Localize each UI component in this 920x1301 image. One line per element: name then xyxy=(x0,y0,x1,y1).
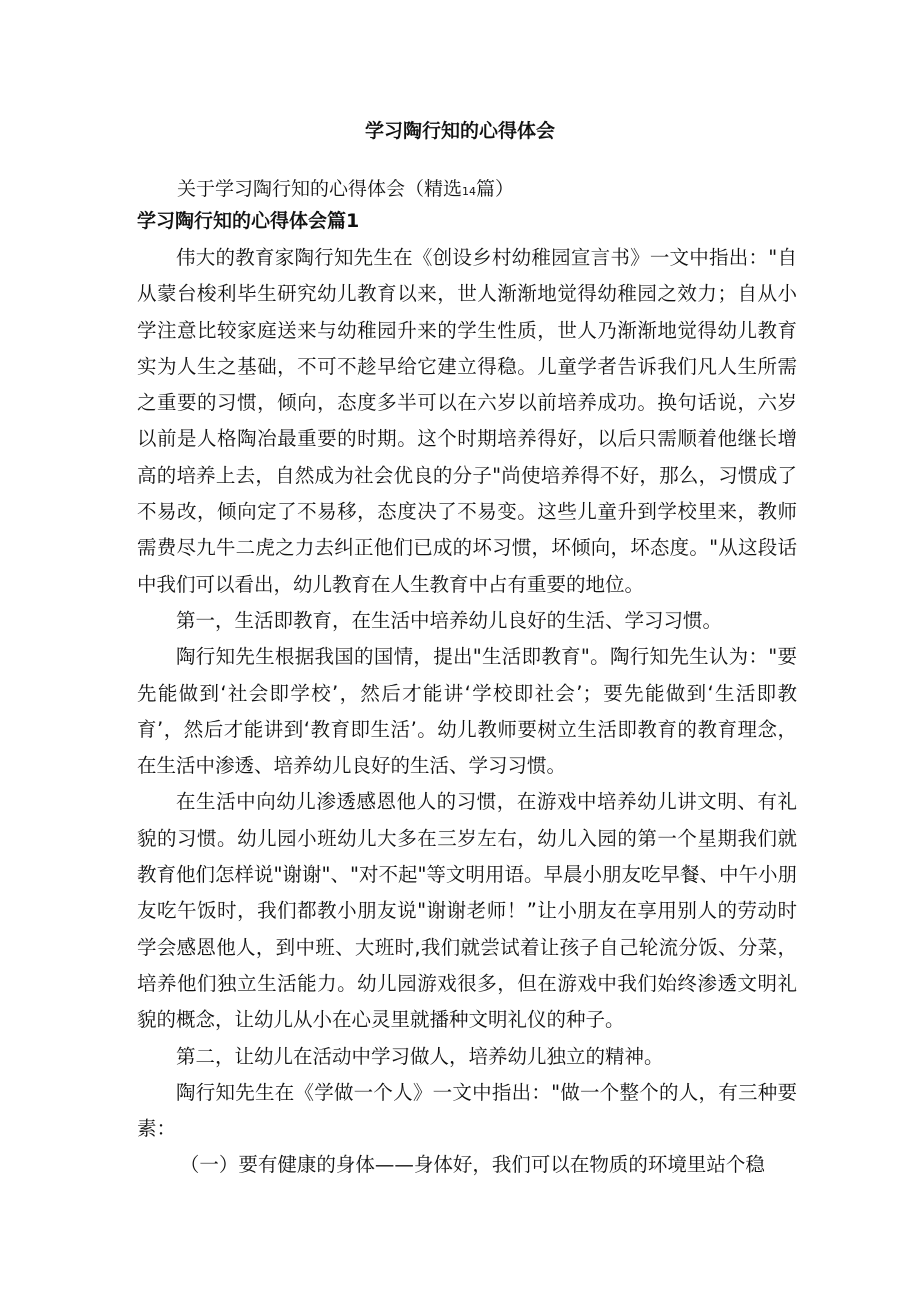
subtitle-suffix: 篇） xyxy=(476,178,515,200)
paragraph-life-education: 陶行知先生根据我国的国情，提出"生活即教育"。陶行知先生认为："要先能做到‘社会即学校’，然后才能讲‘学校即社会’；要先能做到‘生活即教育’，然后才能讲到‘教育即生活’。幼儿教师要树立生活即教育的教育理念，在生活中渗透、培养幼儿良好的生活、学习习惯。 xyxy=(137,645,797,778)
paragraph-gratitude-habits: 在生活中向幼儿渗透感恩他人的习惯，在游戏中培养幼儿讲文明、有礼貌的习惯。幼儿园小班幼儿大多在三岁左右，幼儿入园的第一个星期我们就教育他们怎样说"谢谢"、"对不起"等文明用语。早晨小朋友吃早餐、中午小朋友吃午饭时，我们都教小朋友说"谢谢老师！”让小朋友在享用别人的劳动时学会感恩他人，到中班、大班时,我们就尝试着让孩子自己轮流分饭、分菜，培养他们独立生活能力。幼儿园游戏很多，但在游戏中我们始终渗透文明礼貌的概念，让幼儿从小在心灵里就播种文明礼仪的种子。 xyxy=(137,790,797,1032)
document-subtitle xyxy=(177,175,514,206)
subtitle-count: 14 xyxy=(462,185,477,198)
document-body xyxy=(137,240,797,1184)
paragraph-point-two: 第二，让幼儿在活动中学习做人，培养幼儿独立的精神。 xyxy=(176,1044,664,1068)
subtitle-text: 关于学习陶行知的心得体会（精选 xyxy=(177,178,463,200)
paragraph-intro: 伟大的教育家陶行知先生在《创设乡村幼稚园宣言书》一文中指出："自从蒙台梭利毕生研究幼儿教育以来，世人渐渐地觉得幼稚园之效力；自从小学注意比较家庭送来与幼稚园升来的学生性质，世人乃渐渐地觉得幼儿教育实为人生之基础，不可不趁早给它建立得稳。儿童学者告诉我们凡人生所需之重要的习惯，倾向，态度多半可以在六岁以前培养成功。换句话说，六岁以前是人格陶冶最重要的时期。这个时期培养得好，以后只需顺着他继长增高的培养上去，自然成为社会优良的分子"尚使培养得不好，那么，习惯成了不易改，倾向定了不易移，态度决了不易变。这些儿童升到学校里来，教师需费尽九牛二虎之力去纠正他们已成的坏习惯，坏倾向，坏态度。"从这段话中我们可以看出，幼儿教育在人生教育中占有重要的地位。 xyxy=(137,246,797,596)
section-heading: 学习陶行知的心得体会篇1 xyxy=(137,210,360,232)
paragraph-element-one: （一）要有健康的身体——身体好，我们可以在物质的环境里站个稳 xyxy=(179,1153,765,1177)
paragraph-learn-to-be-human: 陶行知先生在《学做一个人》一文中指出："做一个整个的人，有三种要素： xyxy=(137,1080,797,1141)
document-title: 学习陶行知的心得体会 xyxy=(364,120,555,142)
paragraph-point-one: 第一，生活即教育，在生活中培养幼儿良好的生活、学习习惯。 xyxy=(176,608,723,632)
